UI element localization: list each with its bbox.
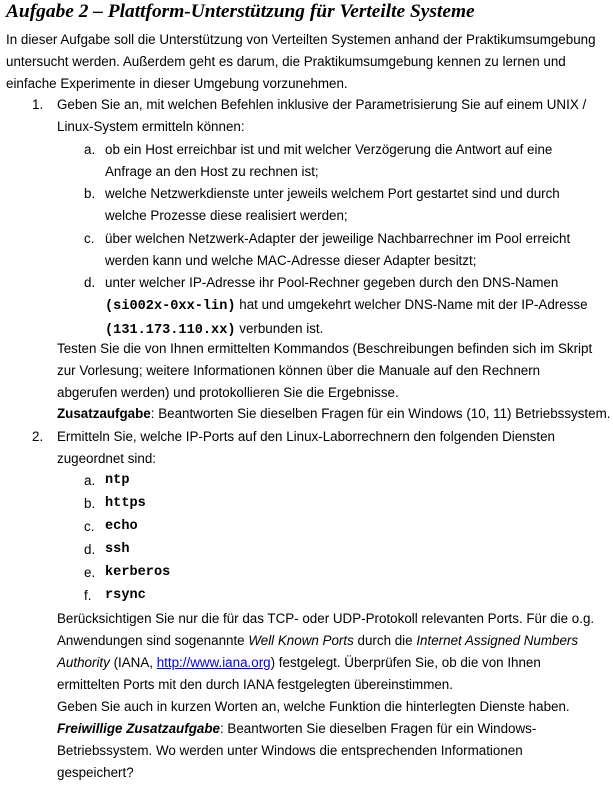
sub-line: ob ein Host erreichbar ist und mit welcher Verzögerung die Antwort auf eine	[105, 142, 553, 157]
sub-letter: c.	[84, 231, 95, 246]
service-rsync: rsync	[105, 588, 146, 603]
ports-paragraph	[57, 608, 613, 784]
sub-line-text: hat und umgekehrt welcher DNS-Name mit der IP-Adresse	[235, 297, 588, 312]
ip-address-code: (131.173.110.xx)	[105, 323, 236, 338]
sub-line: Anfrage an den Host zu rechnen ist;	[105, 164, 319, 179]
zusatz-label: Zusatzaufgabe	[57, 406, 151, 421]
service-letter: d.	[84, 542, 96, 557]
paragraph-line	[57, 630, 613, 652]
sub-item-d	[105, 272, 605, 342]
zusatz-text: : Beantworten Sie dieselben Fragen für ein Windows (10, 11) Betriebssystem.	[150, 406, 611, 421]
text: (IANA,	[109, 655, 157, 670]
paragraph-line	[57, 718, 613, 740]
sub-line: welche Netzwerkdienste unter jeweils welchem Port gestartet sind und durch	[105, 186, 560, 201]
paragraph-line	[57, 652, 613, 674]
item-number: 1.	[32, 97, 44, 112]
sub-line: welche Prozesse diese realisiert werden;	[105, 208, 348, 223]
paragraph-line: Testen Sie die von Ihnen ermittelten Kommandos (Beschreibungen befinden sich im Skript	[57, 341, 593, 356]
item-line: Ermitteln Sie, welche IP-Ports auf den Linux-Laborrechnern den folgenden Diensten	[57, 429, 555, 444]
well-known-ports-term: Well Known Ports	[248, 633, 354, 648]
authority-term: Authority	[57, 655, 110, 670]
freiwillig-label: Freiwillige Zusatzaufgabe	[57, 721, 220, 736]
paragraph-line: ermittelten Ports mit den durch IANA festgelegten übereinstimmen.	[57, 677, 453, 692]
sub-line: werden kann und welche MAC-Adresse dieser Adapter besitzt;	[105, 253, 477, 268]
paragraph-line: Geben Sie auch in kurzen Worten an, welche Funktion die hinterlegten Dienste haben.	[57, 699, 570, 714]
text: : Beantworten Sie dieselben Fragen für ein Windows-	[219, 721, 537, 736]
paragraph-line: abgerufen werden) und protokollieren Sie die Ergebnisse.	[57, 385, 399, 400]
item-line: zugeordnet sind:	[57, 451, 157, 466]
service-letter: b.	[84, 496, 96, 511]
text: durch die	[353, 633, 417, 648]
paragraph-line: Betriebssystem. Wo werden unter Windows die entsprechenden Informationen	[57, 743, 523, 758]
service-letter: a.	[84, 473, 96, 488]
sub-line: unter welcher IP-Adresse ihr Pool-Rechner gegeben durch den DNS-Namen	[105, 275, 559, 290]
zusatzaufgabe	[57, 403, 613, 425]
sub-line: über welchen Netzwerk-Adapter der jeweilige Nachbarrechner im Pool erreicht	[105, 231, 571, 246]
paragraph-line: gespeichert?	[57, 765, 134, 780]
dns-name-code: (si002x-0xx-lin)	[105, 299, 236, 314]
sub-item-c	[105, 228, 605, 272]
service-letter: f.	[84, 588, 92, 603]
sub-line	[105, 294, 605, 318]
test-paragraph	[57, 338, 609, 404]
sub-item-b	[105, 183, 605, 227]
service-echo: echo	[105, 519, 138, 534]
sub-line-text: verbunden ist.	[235, 321, 324, 336]
paragraph-line: Berücksichtigen Sie nur die für das TCP- oder UDP-Protokoll relevanten Ports. Für die o.g.	[57, 611, 595, 626]
intro-line: einfache Experimente in dieser Umgebung vorzunehmen.	[6, 76, 348, 91]
paragraph-line: zur Vorlesung; weitere Informationen können über die Manuale auf den Rechnern	[57, 363, 541, 378]
sub-item-a	[105, 139, 605, 183]
service-ssh: ssh	[105, 542, 130, 557]
item-2-text	[57, 426, 609, 470]
text: Anwendungen sind sogenannte	[57, 633, 249, 648]
service-ntp: ntp	[105, 473, 130, 488]
service-letter: e.	[84, 565, 96, 580]
item-1-text	[57, 94, 609, 138]
iana-term: Internet Assigned Numbers	[416, 633, 579, 648]
item-line: Linux-System ermitteln können:	[57, 119, 245, 134]
intro-line: untersucht werden. Außerdem geht es darum, die Praktikumsumgebung kennen zu lernen und	[6, 54, 566, 69]
service-https: https	[105, 496, 146, 511]
iana-link[interactable]: http://www.iana.org	[156, 655, 271, 670]
intro-line: In dieser Aufgabe soll die Unterstützung von Verteilten Systemen anhand der Praktikumsumgebung	[6, 32, 596, 47]
page-title: Aufgabe 2 – Plattform-Unterstützung für Verteilte Systeme	[6, 1, 475, 22]
text: ) festgelegt. Überprüfen Sie, ob die von Ihnen	[270, 655, 541, 670]
sub-letter: b.	[84, 186, 96, 201]
service-letter: c.	[84, 519, 95, 534]
intro-paragraph	[6, 29, 608, 95]
sub-letter: a.	[84, 142, 96, 157]
service-kerberos: kerberos	[105, 565, 171, 580]
sub-letter: d.	[84, 275, 96, 290]
item-number: 2.	[32, 429, 44, 444]
item-line: Geben Sie an, mit welchen Befehlen inklusive der Parametrisierung Sie auf einem UNIX /	[57, 97, 587, 112]
